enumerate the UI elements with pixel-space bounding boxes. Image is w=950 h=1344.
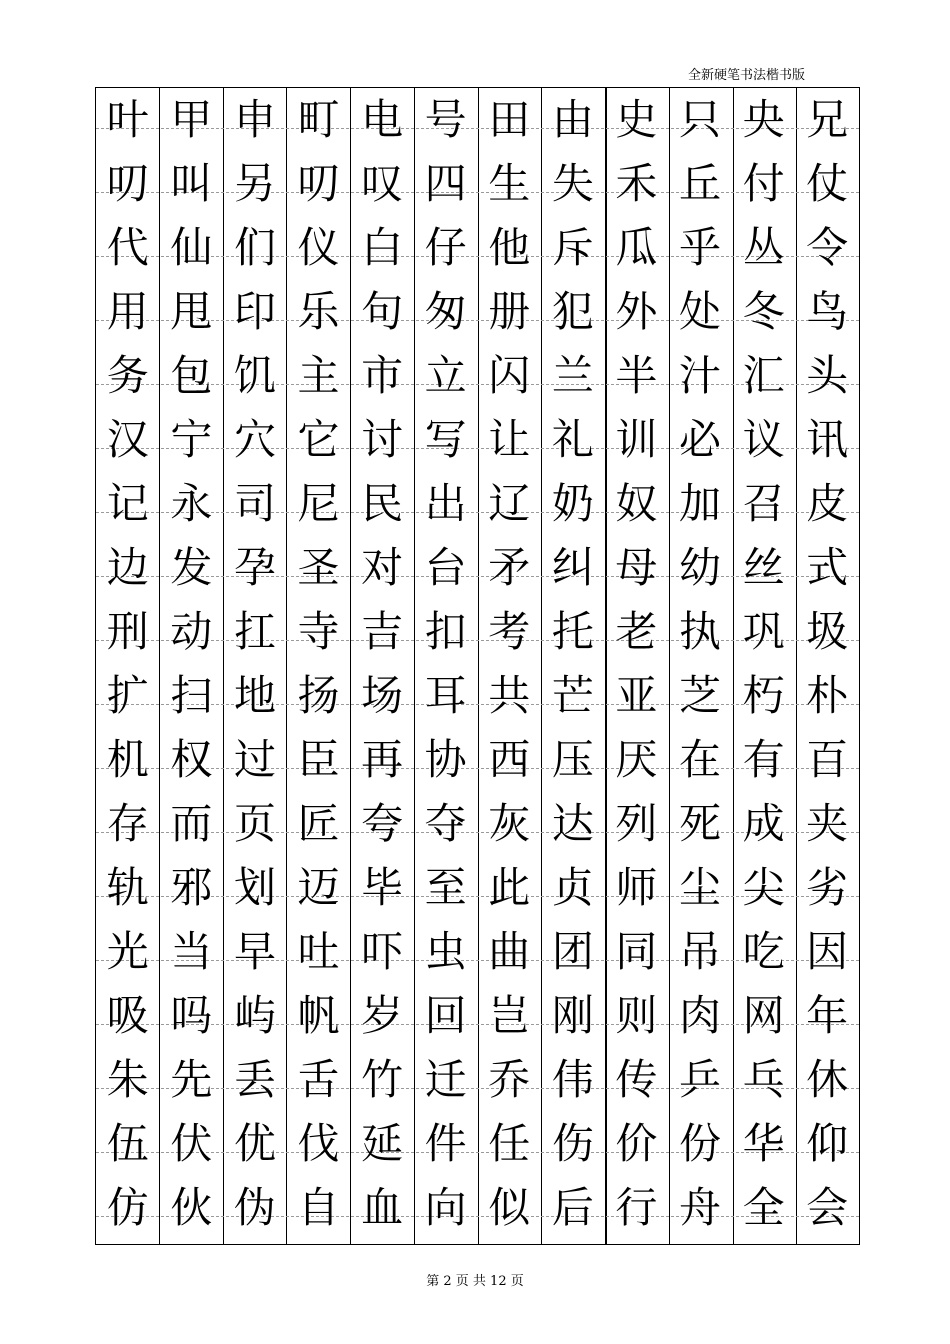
character-cell: 头 (806, 351, 849, 400)
character-cell: 孕 (233, 543, 276, 592)
character-cell: 光 (106, 927, 149, 976)
character-cell: 行 (615, 1183, 658, 1232)
character-cell: 师 (615, 863, 658, 912)
character-cell: 任 (488, 1119, 531, 1168)
character-cell: 外 (615, 287, 658, 336)
character-cell: 申 (233, 95, 276, 144)
character-cell: 它 (297, 415, 340, 464)
character-cell: 台 (424, 543, 467, 592)
character-cell: 丝 (742, 543, 785, 592)
character-cell: 记 (106, 479, 149, 528)
character-cell: 耳 (424, 671, 467, 720)
character-cell: 伙 (170, 1183, 213, 1232)
grid-row (96, 280, 859, 344)
character-cell: 句 (361, 287, 404, 336)
character-cell: 寺 (297, 607, 340, 656)
character-cell: 叨 (297, 159, 340, 208)
character-cell: 全 (742, 1183, 785, 1232)
character-cell: 电 (361, 95, 404, 144)
character-cell: 华 (742, 1119, 785, 1168)
grid-row (96, 1112, 859, 1176)
character-cell: 夸 (361, 799, 404, 848)
character-cell: 同 (615, 927, 658, 976)
character-cell: 考 (488, 607, 531, 656)
grid-row (96, 664, 859, 728)
character-cell: 邪 (170, 863, 213, 912)
character-cell: 扛 (233, 607, 276, 656)
character-cell: 丢 (233, 1055, 276, 1104)
character-cell: 必 (678, 415, 721, 464)
character-cell: 贞 (551, 863, 594, 912)
character-cell: 动 (170, 607, 213, 656)
character-cell: 立 (424, 351, 467, 400)
character-cell: 年 (806, 991, 849, 1040)
character-cell: 冬 (742, 287, 785, 336)
character-cell: 件 (424, 1119, 467, 1168)
page-footer: 第 2 页 共 12 页 (426, 1274, 524, 1289)
character-cell: 向 (424, 1183, 467, 1232)
character-cell: 压 (551, 735, 594, 784)
character-cell: 伪 (233, 1183, 276, 1232)
character-cell: 竹 (361, 1055, 404, 1104)
character-cell: 团 (551, 927, 594, 976)
grid-row (96, 600, 859, 664)
character-cell: 生 (488, 159, 531, 208)
character-cell: 尖 (742, 863, 785, 912)
character-cell: 召 (742, 479, 785, 528)
character-cell: 纠 (551, 543, 594, 592)
character-cell: 划 (233, 863, 276, 912)
character-cell: 在 (678, 735, 721, 784)
character-cell: 皮 (806, 479, 849, 528)
character-cell: 鸟 (806, 287, 849, 336)
character-cell: 吗 (170, 991, 213, 1040)
character-cell: 机 (106, 735, 149, 784)
character-cell: 甲 (170, 95, 213, 144)
character-cell: 代 (106, 223, 149, 272)
character-cell: 岂 (488, 991, 531, 1040)
grid-row (96, 344, 859, 408)
character-cell: 西 (488, 735, 531, 784)
character-cell: 宁 (170, 415, 213, 464)
character-cell: 亚 (615, 671, 658, 720)
character-cell: 伟 (551, 1055, 594, 1104)
character-cell: 扫 (170, 671, 213, 720)
character-cell: 臣 (297, 735, 340, 784)
character-cell: 伤 (551, 1119, 594, 1168)
character-cell: 权 (170, 735, 213, 784)
character-cell: 对 (361, 543, 404, 592)
character-cell: 矛 (488, 543, 531, 592)
character-cell: 圣 (297, 543, 340, 592)
character-cell: 刚 (551, 991, 594, 1040)
character-cell: 号 (424, 95, 467, 144)
character-cell: 用 (106, 287, 149, 336)
grid-row (96, 984, 859, 1048)
character-cell: 夺 (424, 799, 467, 848)
character-cell: 死 (678, 799, 721, 848)
character-cell: 瓜 (615, 223, 658, 272)
character-cell: 边 (106, 543, 149, 592)
character-cell: 圾 (806, 607, 849, 656)
character-cell: 民 (361, 479, 404, 528)
character-cell: 叹 (361, 159, 404, 208)
character-cell: 网 (742, 991, 785, 1040)
character-cell: 叶 (106, 95, 149, 144)
character-cell: 议 (742, 415, 785, 464)
character-cell: 成 (742, 799, 785, 848)
character-cell: 灰 (488, 799, 531, 848)
character-cell: 页 (233, 799, 276, 848)
character-cell: 会 (806, 1183, 849, 1232)
character-cell: 汉 (106, 415, 149, 464)
character-cell: 协 (424, 735, 467, 784)
character-cell: 达 (551, 799, 594, 848)
character-cell: 再 (361, 735, 404, 784)
character-cell: 禾 (615, 159, 658, 208)
character-cell: 伍 (106, 1119, 149, 1168)
character-cell: 匠 (297, 799, 340, 848)
character-cell: 发 (170, 543, 213, 592)
character-cell: 先 (170, 1055, 213, 1104)
character-cell: 白 (361, 223, 404, 272)
character-cell: 执 (678, 607, 721, 656)
grid-row (96, 88, 859, 152)
character-cell: 吃 (742, 927, 785, 976)
character-cell: 肉 (678, 991, 721, 1040)
character-cell: 伐 (297, 1119, 340, 1168)
character-cell: 似 (488, 1183, 531, 1232)
character-cell: 丘 (678, 159, 721, 208)
character-cell: 厌 (615, 735, 658, 784)
character-cell: 吓 (361, 927, 404, 976)
character-cell: 四 (424, 159, 467, 208)
calligraphy-grid (95, 87, 860, 1245)
grid-row (96, 216, 859, 280)
character-cell: 回 (424, 991, 467, 1040)
character-cell: 训 (615, 415, 658, 464)
grid-row (96, 792, 859, 856)
character-cell: 吐 (297, 927, 340, 976)
character-cell: 吉 (361, 607, 404, 656)
character-cell: 仗 (806, 159, 849, 208)
character-cell: 当 (170, 927, 213, 976)
character-cell: 讨 (361, 415, 404, 464)
character-cell: 汇 (742, 351, 785, 400)
character-cell: 仙 (170, 223, 213, 272)
character-cell: 帆 (297, 991, 340, 1040)
character-cell: 因 (806, 927, 849, 976)
character-cell: 伏 (170, 1119, 213, 1168)
character-cell: 吊 (678, 927, 721, 976)
character-cell: 处 (678, 287, 721, 336)
character-cell: 存 (106, 799, 149, 848)
grid-row (96, 920, 859, 984)
character-cell: 让 (488, 415, 531, 464)
character-cell: 仔 (424, 223, 467, 272)
character-cell: 扣 (424, 607, 467, 656)
grid-row (96, 536, 859, 600)
character-cell: 乔 (488, 1055, 531, 1104)
character-cell: 出 (424, 479, 467, 528)
character-cell: 舌 (297, 1055, 340, 1104)
character-cell: 优 (233, 1119, 276, 1168)
character-cell: 幼 (678, 543, 721, 592)
character-cell: 有 (742, 735, 785, 784)
character-cell: 传 (615, 1055, 658, 1104)
character-cell: 叫 (170, 159, 213, 208)
character-cell: 央 (742, 95, 785, 144)
character-cell: 早 (233, 927, 276, 976)
character-cell: 仿 (106, 1183, 149, 1232)
character-cell: 册 (488, 287, 531, 336)
character-cell: 仪 (297, 223, 340, 272)
character-cell: 闪 (488, 351, 531, 400)
character-cell: 们 (233, 223, 276, 272)
character-cell: 乓 (742, 1055, 785, 1104)
character-cell: 务 (106, 351, 149, 400)
character-cell: 血 (361, 1183, 404, 1232)
character-cell: 加 (678, 479, 721, 528)
character-cell: 朴 (806, 671, 849, 720)
character-cell: 奴 (615, 479, 658, 528)
character-cell: 吸 (106, 991, 149, 1040)
character-cell: 礼 (551, 415, 594, 464)
character-cell: 町 (297, 95, 340, 144)
character-cell: 叨 (106, 159, 149, 208)
character-cell: 乐 (297, 287, 340, 336)
grid-row (96, 1048, 859, 1112)
character-cell: 永 (170, 479, 213, 528)
character-cell: 场 (361, 671, 404, 720)
character-cell: 虫 (424, 927, 467, 976)
character-cell: 自 (297, 1183, 340, 1232)
character-cell: 过 (233, 735, 276, 784)
character-cell: 印 (233, 287, 276, 336)
character-cell: 芒 (551, 671, 594, 720)
character-cell: 刑 (106, 607, 149, 656)
character-cell: 乎 (678, 223, 721, 272)
character-cell: 朽 (742, 671, 785, 720)
character-cell: 托 (551, 607, 594, 656)
character-cell: 饥 (233, 351, 276, 400)
character-cell: 付 (742, 159, 785, 208)
character-cell: 母 (615, 543, 658, 592)
grid-row (96, 152, 859, 216)
character-cell: 兄 (806, 95, 849, 144)
character-cell: 岁 (361, 991, 404, 1040)
document-header: 全新硬笔书法楷书版 (688, 68, 806, 83)
character-cell: 扩 (106, 671, 149, 720)
character-cell: 田 (488, 95, 531, 144)
character-cell: 写 (424, 415, 467, 464)
character-cell: 令 (806, 223, 849, 272)
character-cell: 而 (170, 799, 213, 848)
character-cell: 百 (806, 735, 849, 784)
character-cell: 甩 (170, 287, 213, 336)
character-cell: 式 (806, 543, 849, 592)
character-cell: 迈 (297, 863, 340, 912)
character-cell: 迁 (424, 1055, 467, 1104)
character-cell: 地 (233, 671, 276, 720)
character-cell: 主 (297, 351, 340, 400)
grid-row (96, 1176, 859, 1240)
character-cell: 他 (488, 223, 531, 272)
character-cell: 讯 (806, 415, 849, 464)
character-cell: 列 (615, 799, 658, 848)
character-cell: 斥 (551, 223, 594, 272)
character-cell: 只 (678, 95, 721, 144)
character-cell: 半 (615, 351, 658, 400)
grid-row (96, 856, 859, 920)
character-cell: 奶 (551, 479, 594, 528)
character-cell: 舟 (678, 1183, 721, 1232)
character-cell: 兰 (551, 351, 594, 400)
character-cell: 另 (233, 159, 276, 208)
character-cell: 份 (678, 1119, 721, 1168)
character-cell: 价 (615, 1119, 658, 1168)
character-cell: 休 (806, 1055, 849, 1104)
character-cell: 毕 (361, 863, 404, 912)
character-cell: 市 (361, 351, 404, 400)
character-cell: 至 (424, 863, 467, 912)
character-cell: 则 (615, 991, 658, 1040)
character-cell: 曲 (488, 927, 531, 976)
character-cell: 失 (551, 159, 594, 208)
character-cell: 犯 (551, 287, 594, 336)
character-cell: 匆 (424, 287, 467, 336)
character-cell: 由 (551, 95, 594, 144)
character-cell: 轨 (106, 863, 149, 912)
character-cell: 共 (488, 671, 531, 720)
character-cell: 后 (551, 1183, 594, 1232)
character-cell: 丛 (742, 223, 785, 272)
character-cell: 芝 (678, 671, 721, 720)
grid-row (96, 472, 859, 536)
character-cell: 尼 (297, 479, 340, 528)
character-cell: 史 (615, 95, 658, 144)
character-cell: 巩 (742, 607, 785, 656)
character-cell: 延 (361, 1119, 404, 1168)
character-cell: 包 (170, 351, 213, 400)
grid-row (96, 728, 859, 792)
grid-row (96, 408, 859, 472)
character-cell: 夹 (806, 799, 849, 848)
character-cell: 穴 (233, 415, 276, 464)
character-cell: 劣 (806, 863, 849, 912)
character-cell: 乒 (678, 1055, 721, 1104)
character-cell: 司 (233, 479, 276, 528)
character-cell: 屿 (233, 991, 276, 1040)
character-cell: 扬 (297, 671, 340, 720)
character-cell: 仰 (806, 1119, 849, 1168)
character-cell: 此 (488, 863, 531, 912)
character-cell: 朱 (106, 1055, 149, 1104)
character-cell: 汁 (678, 351, 721, 400)
character-cell: 老 (615, 607, 658, 656)
character-cell: 尘 (678, 863, 721, 912)
character-cell: 辽 (488, 479, 531, 528)
